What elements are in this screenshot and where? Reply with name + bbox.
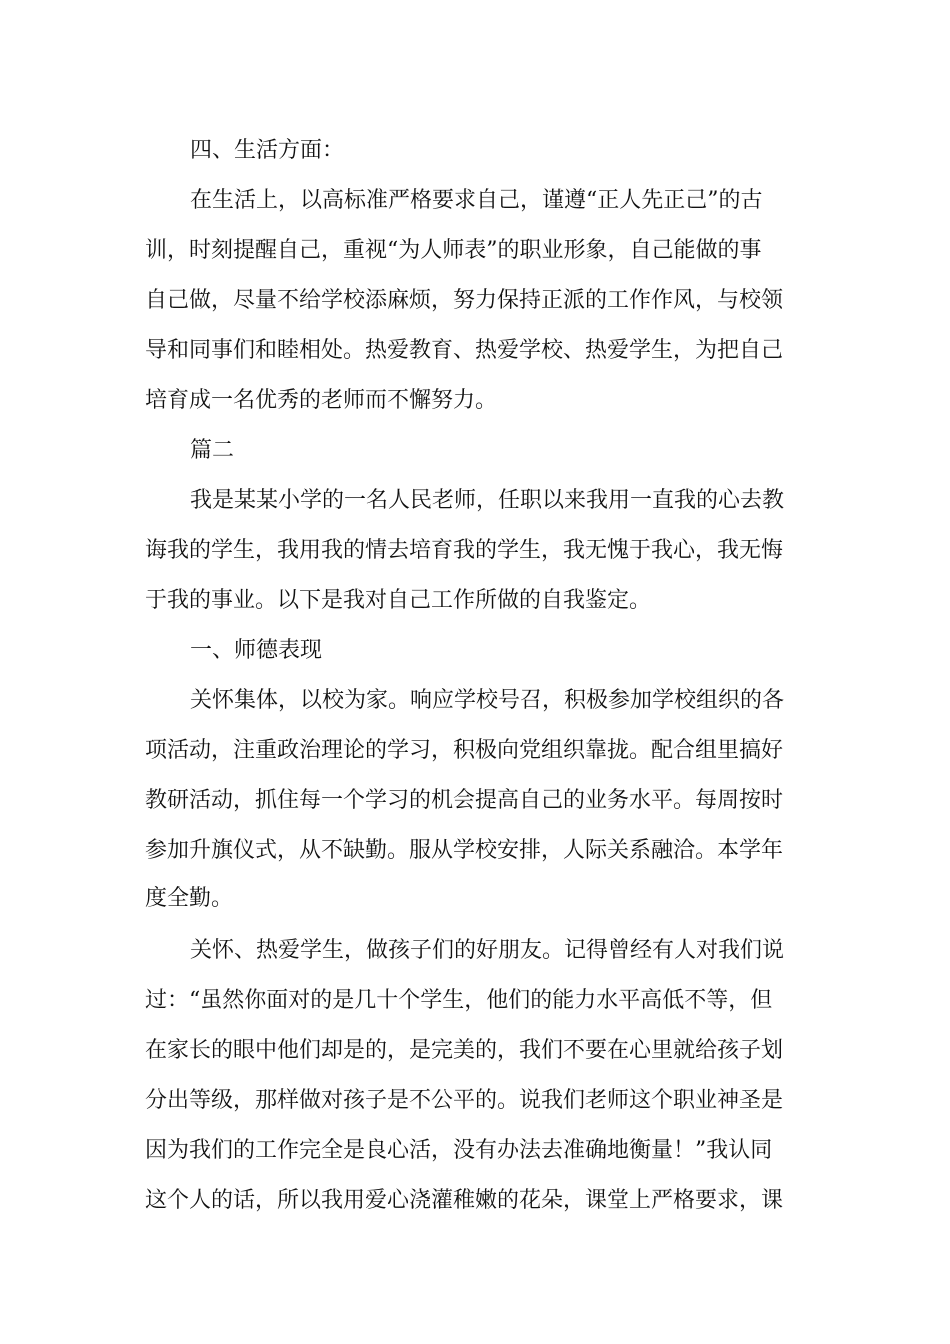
paragraph-line: 度全勤。 [145,886,234,911]
paragraph-line: 我是某某小学的一名人民老师，任职以来我用一直我的心去教 [190,488,785,513]
paragraph-line: 在家长的眼中他们却是的，是完美的，我们不要在心里就给孩子划 [145,1038,784,1063]
section-heading: 篇二 [190,438,235,463]
paragraph-line: 教研活动，抓住每一个学习的机会提高自己的业务水平。每周按时 [145,788,784,813]
section-heading: 四、生活方面： [190,138,345,163]
paragraph-line: 这个人的话，所以我用爱心浇灌稚嫩的花朵，课堂上严格要求，课 [145,1188,784,1213]
paragraph-line: 因为我们的工作完全是良心活，没有办法去准确地衡量！”我认同 [145,1138,773,1163]
section-heading: 一、师德表现 [190,638,323,663]
paragraph-line: 项活动，注重政治理论的学习，积极向党组织靠拢。配合组里搞好 [145,738,784,763]
paragraph-line: 在生活上，以高标准严格要求自己，谨遵“正人先正己”的古 [190,188,763,213]
paragraph-line: 训，时刻提醒自己，重视“为人师表”的职业形象，自己能做的事 [145,238,762,263]
paragraph-line: 分出等级，那样做对孩子是不公平的。说我们老师这个职业神圣是 [145,1088,784,1113]
paragraph-line: 自己做，尽量不给学校添麻烦，努力保持正派的工作作风，与校领 [145,288,784,313]
paragraph-line: 于我的事业。以下是我对自己工作所做的自我鉴定。 [145,588,652,613]
paragraph-line: 关怀、热爱学生，做孩子们的好朋友。记得曾经有人对我们说 [190,938,785,963]
paragraph-line: 参加升旗仪式，从不缺勤。服从学校安排，人际关系融洽。本学年 [145,838,784,863]
paragraph-line: 过：“虽然你面对的是几十个学生，他们的能力水平高低不等，但 [145,988,773,1013]
paragraph-line: 培育成一名优秀的老师而不懈努力。 [145,388,498,413]
paragraph-line: 诲我的学生，我用我的情去培育我的学生，我无愧于我心，我无悔 [145,538,784,563]
paragraph-line: 导和同事们和睦相处。热爱教育、热爱学校、热爱学生，为把自己 [145,338,784,363]
paragraph-line: 关怀集体，以校为家。响应学校号召，积极参加学校组织的各 [190,688,785,713]
